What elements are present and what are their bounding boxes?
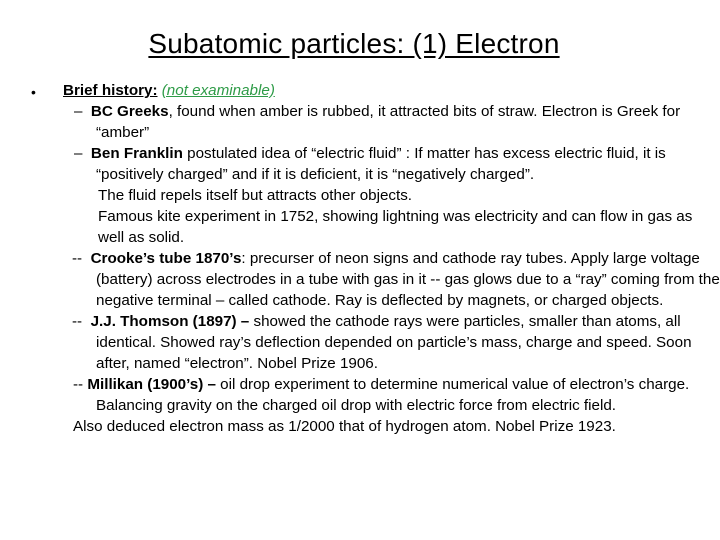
item-text: oil drop experiment to determine numerical value of electron’s charge. Balancing gravity on the charged oil drop with electric force from electric field. (96, 376, 690, 414)
item-text: , found when amber is rubbed, it attracted bits of straw. Electron is Greek for “amber” (96, 103, 681, 141)
history-heading (0, 80, 720, 101)
slide-title: Subatomic particles: (1) Electron (148, 28, 560, 59)
item-marker: -- (72, 250, 83, 267)
item-subject: J.J. Thomson (1897) – (90, 313, 250, 330)
history-item-crooke (0, 248, 720, 311)
slide-body (0, 80, 720, 437)
item-text: The fluid repels itself but attracts other objects. (98, 187, 413, 204)
item-subject: Millikan (1900’s) – (87, 376, 216, 393)
item-subject: BC Greeks (90, 103, 169, 120)
heading-note: (not examinable) (161, 82, 275, 99)
item-text: : precurser of neon signs and cathode ray tubes. Apply large voltage (battery) across electrodes in a tube with gas in it -- gas glows due to a “ray” coming from the negative terminal – called cathode. Ray is deflected by magnets, or charged objects. (96, 250, 720, 309)
history-item-greeks (0, 101, 720, 143)
history-item-millikan (0, 374, 720, 416)
item-text: postulated idea of “electric fluid” : If matter has excess electric fluid, it is “positively charged” and if it is deficient, it is “negatively charged”. (96, 145, 666, 183)
item-marker: – (74, 145, 83, 162)
history-item-franklin (0, 143, 720, 185)
closing-line: Also deduced electron mass as 1/2000 that of hydrogen atom. Nobel Prize 1923. (73, 418, 616, 435)
item-marker: -- (73, 376, 84, 393)
history-item-thomson (0, 311, 720, 374)
bullet-marker: • (31, 84, 36, 100)
item-text: showed the cathode rays were particles, smaller than atoms, all identical. Showed ray’s deflection depended on particle’s mass, charge and speed. Soon after, named “electron”. Nobel Prize 1906. (96, 313, 692, 372)
history-item-franklin-repels (0, 185, 720, 206)
item-text: Famous kite experiment in 1752, showing lightning was electricity and can flow in gas as well as solid. (98, 208, 693, 246)
item-marker: – (74, 103, 83, 120)
item-marker: -- (72, 313, 83, 330)
item-subject: Ben Franklin (90, 145, 183, 162)
history-item-franklin-kite (0, 206, 720, 248)
heading-label: Brief history: (63, 82, 158, 99)
item-subject: Crooke’s tube 1870’s (90, 250, 242, 267)
